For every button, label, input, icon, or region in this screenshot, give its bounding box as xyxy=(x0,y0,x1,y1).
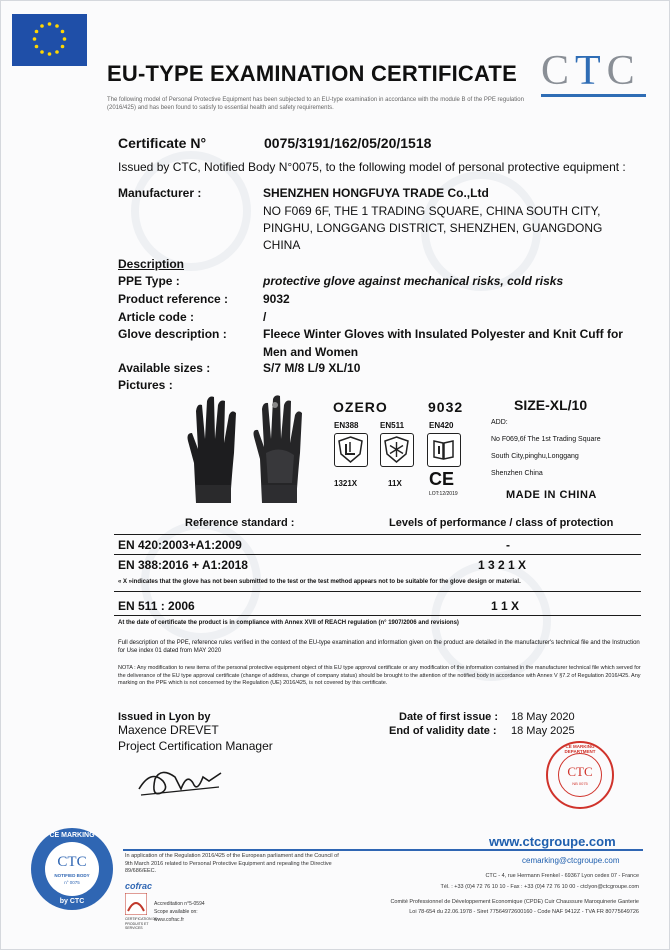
level-row-3: 1 1 X xyxy=(491,599,520,613)
first-issue-date: 18 May 2020 xyxy=(511,711,575,723)
website-link[interactable]: www.ctcgroupe.com xyxy=(489,834,616,849)
ce-marking-seal xyxy=(31,828,113,910)
table-divider xyxy=(114,554,641,555)
product-ref-value: 9032 xyxy=(263,292,290,306)
table-divider xyxy=(114,615,641,616)
scope-label: Scope available on: xyxy=(154,909,198,915)
handwritten-signature xyxy=(131,759,231,801)
cofrac-url: www.cofrac.fr xyxy=(154,917,185,923)
issued-by-text: Issued by CTC, Notified Body N°0075, to the following model of personal protective equipment : xyxy=(118,160,626,174)
table-divider xyxy=(114,591,641,592)
label-add-line-1: No F069,6f The 1st Trading Square xyxy=(491,436,601,443)
col-levels-performance: Levels of performance / class of protection xyxy=(389,517,614,529)
icon1-standard: EN388 xyxy=(334,421,359,430)
footer-divider xyxy=(123,849,643,851)
glove-description-line-2: Men and Women xyxy=(263,345,359,359)
nota-text: NOTA : Any modification to new items of the personal protective equipment object of this EU type approval certificate or any modification of the information contained in the manufacturer technical file which served for the deliverance of the EU type approval certificate (change of address, change of company status) should be brought to the attention of the notified body in accordance with Annex V §7.2 of Regulation 2016/425. Any marking on the PPE which is not concerned by the Regulation (UE) 2016/425, is not covered by this certificate. xyxy=(118,665,641,686)
signer-name: Maxence DREVET xyxy=(118,723,219,737)
ctc-logo-underline xyxy=(541,93,646,99)
full-description-note: Full description of the PPE, reference rules verified in the context of the EU-type examination and information given on the product are detailed in the manufacturer's technical file and the Instruction for Use index 01 dated from MAY 2020 xyxy=(118,640,640,654)
col-reference-standard: Reference standard : xyxy=(185,517,295,529)
legal-line-2: Loi 78-654 du 22.06.1978 - Siret 77564972600160 - Code NAF 9412Z - TVA FR 80775649726 xyxy=(409,909,639,915)
article-code-label: Article code : xyxy=(118,310,195,324)
stamp-ctc-text: CTC xyxy=(567,764,593,779)
mechanical-risk-shield-icon xyxy=(334,433,368,467)
document-title: EU-TYPE EXAMINATION CERTIFICATE xyxy=(107,61,517,86)
legal-line-1: Comité Professionnel de Développement Economique (CPDE) Cuir Chaussure Maroquinerie Ganterie xyxy=(390,899,639,905)
cofrac-logo: cofrac xyxy=(125,881,153,891)
glove-description-line-1: Fleece Winter Gloves with Insulated Polyester and Knit Cuff for xyxy=(263,327,623,341)
seal-top-text: CE MARKING xyxy=(49,832,95,839)
label-add-line-3: Shenzhen China xyxy=(491,470,543,477)
available-sizes-value: S/7 M/8 L/9 XL/10 xyxy=(263,361,361,375)
phone-fax: Tél. : +33 (0)4 72 76 10 10 - Fax : +33 (0)4 72 76 10 00 - ctclyon@ctcgroupe.com xyxy=(440,884,639,890)
cofrac-emblem-icon xyxy=(125,893,147,915)
product-ref-label: Product reference : xyxy=(118,292,229,306)
article-code-value: / xyxy=(263,310,267,324)
validity-label: End of validity date : xyxy=(389,725,497,737)
first-issue-label: Date of first issue : xyxy=(399,711,499,723)
label-size: SIZE-XL/10 xyxy=(514,397,588,413)
label-brand: OZERO xyxy=(333,399,388,415)
certificate-number: 0075/3191/162/05/20/1518 xyxy=(264,135,432,151)
x-indicator-note: « X »indicates that the glove has not been submitted to the test or the test method appears not to be suitable for the glove design or material. xyxy=(118,579,521,585)
manufacturer-address-3: CHINA xyxy=(263,238,301,252)
validity-date: 18 May 2025 xyxy=(511,725,575,737)
standard-row-2: EN 388:2016 + A1:2018 xyxy=(118,558,248,572)
ce-mark: CE xyxy=(429,469,455,489)
regulation-text: In application of the Regulation 2016/425 of the European parliament and the Council of 9th March 2016 related to Personal Protective Equipment and repealing the Directive 89/686/EEC. xyxy=(125,853,339,874)
glove-back-image xyxy=(184,393,246,505)
description-heading: Description xyxy=(118,257,185,271)
manufacturer-address-1: NO F069 6F, THE 1 TRADING SQUARE, CHINA SOUTH CITY, xyxy=(263,204,601,218)
seal-ctc-text: CTC xyxy=(57,854,87,870)
ppe-type-value: protective glove against mechanical risks, cold risks xyxy=(263,274,564,288)
label-add-title: ADD: xyxy=(491,419,508,426)
signer-role: Project Certification Manager xyxy=(118,739,273,753)
seal-nb-number: n° 0075 xyxy=(64,880,80,885)
glove-description-label: Glove description : xyxy=(118,327,227,341)
icon3-standard: EN420 xyxy=(429,421,454,430)
icon2-code: 11X xyxy=(388,479,402,488)
standard-row-1: EN 420:2003+A1:2009 xyxy=(118,538,242,552)
certificate-label: Certificate N° xyxy=(118,135,207,151)
glove-palm-image xyxy=(248,393,310,505)
ppe-type-label: PPE Type : xyxy=(118,274,180,288)
cold-risk-snowflake-icon xyxy=(380,433,414,467)
postal-address: CTC - 4, rue Hermann Frenkel - 69367 Lyon cedex 07 - France xyxy=(485,873,639,879)
label-model: 9032 xyxy=(428,399,464,415)
ctc-logo: CTC xyxy=(541,48,641,94)
icon1-code: 1321X xyxy=(334,479,358,488)
eu-flag-logo xyxy=(12,14,87,66)
icon2-standard: EN511 xyxy=(380,421,405,430)
seal-bottom-text: by CTC xyxy=(59,898,85,905)
email-link[interactable]: cemarking@ctcgroupe.com xyxy=(522,856,620,865)
ce-marking-department-stamp xyxy=(546,741,614,809)
table-divider xyxy=(114,534,641,535)
manufacturer-name: SHENZHEN HONGFUYA TRADE Co.,Ltd xyxy=(263,186,489,200)
level-row-2: 1 3 2 1 X xyxy=(478,558,527,572)
seal-nb-text: NOTIFIED BODY xyxy=(54,873,90,878)
available-sizes-label: Available sizes : xyxy=(118,361,211,375)
label-add-line-2: South City,pinghu,Longgang xyxy=(491,453,579,460)
intro-text: The following model of Personal Protective Equipment has been subjected to an EU-type examination in accordance with the module B of the PPE regulation (2016/425) and has been found to satisfy to essential health and safety requirements. xyxy=(107,97,524,111)
issued-in-label: Issued in Lyon by xyxy=(118,711,211,723)
cofrac-subtitle: CERTIFICATION DE PRODUITS ET SERVICES xyxy=(125,917,158,930)
stamp-top-text: CE MARKING DEPARTMENT xyxy=(564,744,596,754)
pictures-label: Pictures : xyxy=(118,378,173,392)
manufacturer-label: Manufacturer : xyxy=(118,186,202,200)
reach-note: At the date of certificate the product is in compliance with Annex XVII of REACH regulation (n° 1907/2006 and revisions) xyxy=(118,620,459,626)
info-manual-icon xyxy=(427,433,461,467)
standard-row-3: EN 511 : 2006 xyxy=(118,599,195,613)
stamp-nb-text: NB 0075 xyxy=(572,781,588,786)
lot-number: LOT:12/2019 xyxy=(429,491,458,497)
accreditation-number: Accreditation n°5-0594 xyxy=(154,901,205,907)
manufacturer-address-2: PINGHU, LONGGANG DISTRICT, SHENZHEN, GUANGDONG xyxy=(263,221,603,235)
made-in-china: MADE IN CHINA xyxy=(506,489,597,501)
level-row-1: - xyxy=(506,538,510,552)
